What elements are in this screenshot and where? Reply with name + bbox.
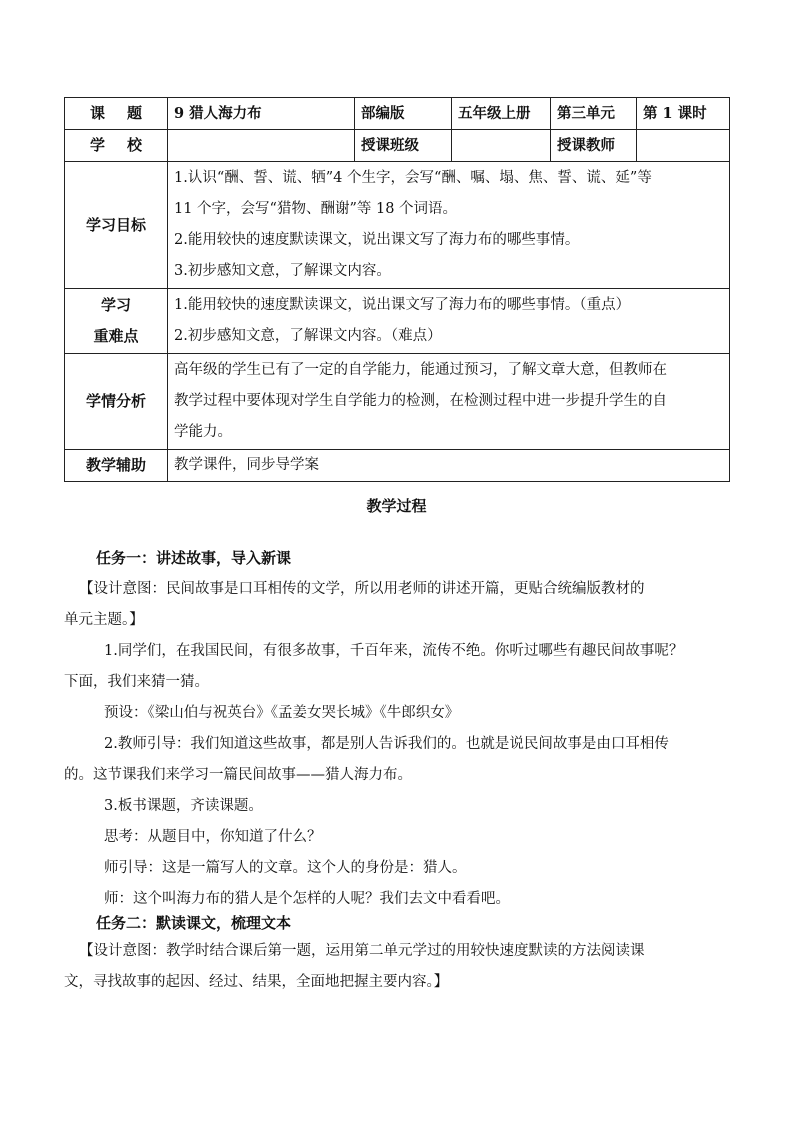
aids-value: 教学课件，同步导学案	[168, 450, 730, 482]
body-line: 下面，我们来猜一猜。	[64, 674, 209, 690]
key-points-label: 学习 重难点	[65, 289, 168, 354]
objective-line: 1.认识“酬、誓、谎、牺”4 个生字，会写“酬、嘱、塌、焦、誓、谎、延”等	[174, 170, 652, 186]
process-title: 教学过程	[366, 497, 427, 515]
class-value	[452, 130, 551, 162]
objectives-label: 学习目标	[65, 162, 168, 289]
body-line: 师引导：这是一篇写人的文章。这个人的身份是：猎人。	[104, 860, 467, 876]
table-row-aids	[65, 450, 730, 482]
table-row-school	[65, 130, 730, 162]
teacher-label: 授课教师	[551, 130, 637, 162]
key-point-line: 1.能用较快的速度默读课文，说出课文写了海力布的哪些事情。（重点）	[174, 297, 631, 313]
task1-body	[64, 636, 729, 915]
objective-line: 2.能用较快的速度默读课文，说出课文写了海力布的哪些事情。	[174, 232, 580, 248]
analysis-line: 高年级的学生已有了一定的自学能力，能通过预习，了解文章大意，但教师在	[174, 362, 667, 378]
objective-line: 3.初步感知文意，了解课文内容。	[174, 263, 391, 279]
task1-design-intent: 【设计意图：民间故事是口耳相传的文学，所以用老师的讲述开篇，更贴合统编版教材的 单元主题。】	[64, 581, 645, 628]
unit-cell: 第三单元	[551, 98, 637, 130]
edition-cell: 部编版	[355, 98, 452, 130]
key-point-line: 2.初步感知文意，了解课文内容。（难点）	[174, 328, 442, 344]
body-line: 2.教师引导：我们知道这些故事，都是别人告诉我们的。也就是说民间故事是由口耳相传	[104, 736, 669, 752]
table-row-objectives	[65, 162, 730, 289]
body-line: 思考：从题目中，你知道了什么？	[104, 829, 322, 845]
analysis-content	[168, 354, 730, 450]
analysis-line: 教学过程中要体现对学生自学能力的检测，在检测过程中进一步提升学生的自	[174, 393, 667, 409]
table-row-title	[65, 98, 730, 130]
lesson-title: 9 猎人海力布	[168, 98, 355, 130]
title-label: 课题	[65, 98, 168, 130]
analysis-line: 学能力。	[174, 424, 232, 440]
school-label: 学校	[65, 130, 168, 162]
lesson-info-table	[64, 97, 730, 482]
key-points-content	[168, 289, 730, 354]
objective-line: 11 个字，会写“猎物、酬谢”等 18 个词语。	[174, 201, 458, 217]
school-value	[168, 130, 355, 162]
body-line: 师：这个叫海力布的猎人是个怎样的人呢？我们去文中看看吧。	[104, 891, 510, 907]
grade-cell: 五年级上册	[452, 98, 551, 130]
class-label: 授课班级	[355, 130, 452, 162]
teacher-value	[637, 130, 730, 162]
table-row-key-points	[65, 289, 730, 354]
period-cell: 第 1 课时	[637, 98, 730, 130]
table-row-analysis	[65, 354, 730, 450]
task2-design-intent: 【设计意图：教学时结合课后第一题，运用第二单元学过的用较快速度默读的方法阅读课 文，寻找故事的起因、经过、结果，全面地把握主要内容。】	[64, 943, 645, 990]
analysis-label: 学情分析	[65, 354, 168, 450]
objectives-content	[168, 162, 730, 289]
task2-heading: 任务二：默读课文，梳理文本	[96, 914, 292, 932]
body-line: 预设：《梁山伯与祝英台》《孟姜女哭长城》《牛郎织女》	[104, 705, 460, 721]
task1-heading: 任务一：讲述故事，导入新课	[96, 549, 292, 567]
body-line: 3.板书课题，齐读课题。	[104, 798, 263, 814]
body-line: 1.同学们，在我国民间，有很多故事，千百年来，流传不绝。你听过哪些有趣民间故事呢？	[104, 643, 684, 659]
body-line: 的。这节课我们来学习一篇民间故事——猎人海力布。	[64, 767, 412, 783]
aids-label: 教学辅助	[65, 450, 168, 482]
